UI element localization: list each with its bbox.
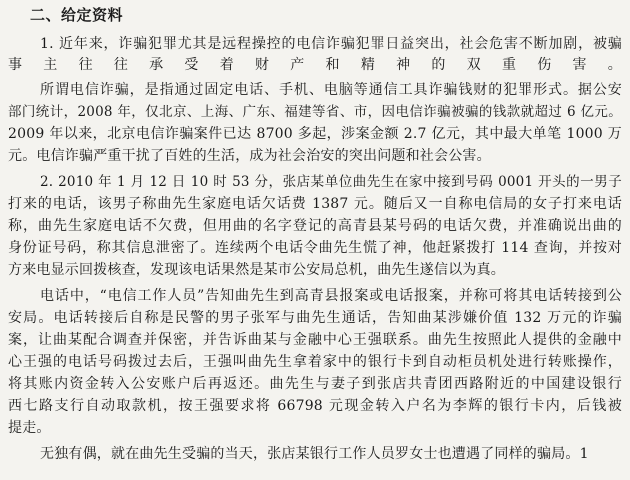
text-line: 西七路支行自动取款机，按王强要求将 66798 元现金转入户名为李辉的银行卡内，后钱被 bbox=[8, 398, 622, 414]
text-line: 称，曲先生家庭电话不欠费，但用曲的名字登记的高青县某号码的电话欠费，并准确说出曲的 bbox=[8, 218, 622, 234]
text-line: 方来电显示回拨核查，发现该电话果然是某市公安局总机，曲先生遂信以为真。 bbox=[8, 262, 505, 278]
text-line: 元。电信诈骗严重干扰了百姓的生活，成为社会治安的突出问题和社会公害。 bbox=[8, 148, 491, 164]
text-line: 电话中，“电信工作人员”告知曲先生到高青县报案或电话报案，并称可将其电话转接到公 bbox=[40, 288, 622, 304]
text-line: 无独有偶，就在曲先生受骗的当天，张店某银行工作人员罗女士也遭遇了同样的骗局。1 bbox=[40, 446, 589, 462]
text-line: 1. 近年来，诈骗犯罪尤其是远程操控的电信诈骗犯罪日益突出，社会危害不断加剧，被骗 bbox=[40, 36, 622, 52]
text-line: 提走。 bbox=[8, 420, 51, 436]
text-line: 事主往往承受着财产和精神的双重伤害。 bbox=[8, 57, 622, 73]
text-line: 部门统计，2008 年，仅北京、上海、广东、福建等省、市，因电信诈骗被骗的钱款就超过 6 亿元。 bbox=[8, 104, 622, 120]
text-line: 身份证号码，称其信息泄密了。连续两个电话令曲先生慌了神，他赶紧拨打 114 查询，并按对 bbox=[8, 240, 622, 256]
text-line: 案，让曲某配合调查并保密，并告诉曲某与金融中心王强联系。曲先生按照此人提供的金融中 bbox=[8, 332, 622, 348]
text-line: 2. 2010 年 1 月 12 日 10 时 53 分，张店某单位曲先生在家中接到号码 0001 开头的一男子 bbox=[40, 174, 622, 190]
text-line: 所谓电信诈骗，是指通过固定电话、手机、电脑等通信工具诈骗钱财的犯罪形式。据公安 bbox=[40, 82, 622, 98]
text-line: 将其账内资金转入公安账户后再返还。曲先生与妻子到张店共青团西路附近的中国建设银行 bbox=[8, 376, 622, 392]
text-line: 2009 年以来，北京电信诈骗案件已达 8700 多起，涉案金额 2.7 亿元，其中最大单笔 1000 万 bbox=[8, 126, 622, 142]
text-line: 打来的电话，该男子称曲先生家庭电话欠话费 1387 元。随后又一自称电信局的女子打来电话 bbox=[8, 196, 622, 212]
section-title: 二、给定资料 bbox=[30, 6, 124, 24]
text-line: 心王强的电话号码拨过去后，王强叫曲先生拿着家中的银行卡到自动柜员机处进行转账操作， bbox=[8, 354, 622, 370]
text-line: 安局。电话转接后自称是民警的男子张军与曲先生通话，告知曲某涉嫌价值 132 万元的诈骗 bbox=[8, 310, 622, 326]
